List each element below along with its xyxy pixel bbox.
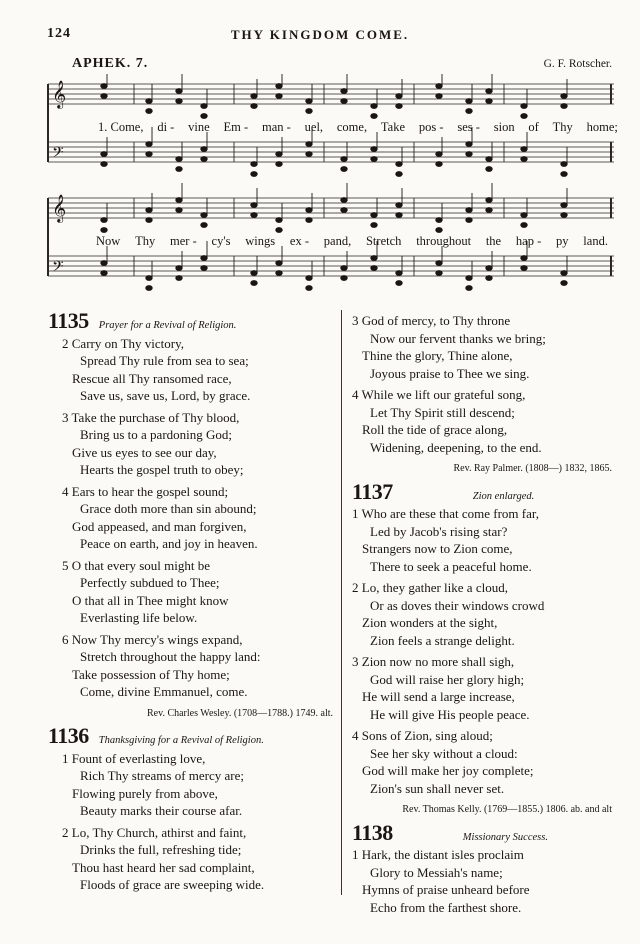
note-head [276, 162, 282, 167]
verse-line: 3 Take the purchase of Thy blood, [62, 409, 240, 425]
note-head [436, 152, 442, 157]
lyric-syllable: di - [157, 120, 175, 134]
right-column [352, 312, 612, 920]
page-number: 124 [47, 26, 71, 41]
verse-line: Stretch throughout the happy land: [80, 649, 261, 664]
note-head [176, 266, 182, 271]
stanza [352, 846, 612, 916]
note-head [251, 172, 257, 177]
note-head [201, 213, 207, 218]
hymn-1135-attribution: Rev. Charles Wesley. (1708—1788.) 1749. alt. [146, 707, 333, 719]
composer-credit: G. F. Rotscher. [543, 58, 612, 70]
note-head [176, 198, 182, 203]
lyric-syllable: Now [96, 234, 121, 248]
note-head [201, 256, 207, 261]
stanza [62, 409, 333, 479]
bass-clef-icon: 𝄢 [52, 258, 64, 279]
note-head [146, 152, 152, 157]
note-head [276, 218, 282, 223]
note-head [201, 114, 207, 119]
note-head [561, 172, 567, 177]
verse-line: Come, divine Emmanuel, come. [80, 684, 248, 699]
note-head [396, 203, 402, 208]
hymn-1135-header [48, 308, 333, 335]
note-head [561, 271, 567, 276]
stanza [352, 727, 612, 797]
hymn-1136-header [48, 723, 333, 750]
note-head [101, 152, 107, 157]
note-head [561, 281, 567, 286]
verse-line: Peace on earth, and joy in heaven. [80, 536, 258, 551]
note-head [466, 109, 472, 114]
hymn-title: Zion enlarged. [472, 490, 535, 502]
lyric-syllable: mer - [170, 234, 197, 248]
note-head [371, 104, 377, 109]
verse-line: Rescue all Thy ransomed race, [72, 370, 232, 386]
verse-line: Take possession of Thy home; [72, 666, 230, 682]
lyric-syllable: ses - [457, 120, 480, 134]
note-head [101, 94, 107, 99]
lyric-syllable: hap - [515, 234, 542, 248]
note-head [466, 218, 472, 223]
verse-line: Led by Jacob's rising star? [370, 523, 508, 539]
note-head [276, 271, 282, 276]
treble-clef-icon: 𝄞 [52, 194, 67, 222]
note-head [396, 281, 402, 286]
stanza [352, 653, 612, 723]
note-head [306, 276, 312, 281]
note-head [176, 167, 182, 172]
verse-line: Drinks the full, refreshing tide; [80, 842, 242, 857]
note-head [371, 147, 377, 152]
verse-line: Hymns of praise unheard before [362, 882, 530, 897]
hymn-1138-header [352, 819, 612, 847]
tune-name: APHEK. 7. [72, 56, 149, 71]
verse-line: 4 While we lift our grateful song, [352, 387, 526, 402]
note-head [101, 271, 107, 276]
verse-line: 4 Sons of Zion, sing aloud; [352, 728, 493, 743]
note-head [396, 172, 402, 177]
lyric-syllable: cy's [211, 234, 231, 248]
note-head [486, 89, 492, 94]
verse-line: Give us eyes to see our day, [72, 444, 217, 460]
stanza [352, 505, 612, 575]
note-head [146, 99, 152, 104]
verse-line: Perfectly subdued to Thee; [80, 575, 220, 590]
note-head [341, 157, 347, 162]
verse-line: Everlasting life below. [80, 610, 198, 625]
note-head [486, 208, 492, 213]
verse-line: 6 Now Thy mercy's wings expand, [62, 631, 243, 647]
stanza [62, 631, 333, 701]
verse-line: 3 Zion now no more shall sigh, [352, 654, 515, 669]
note-head [176, 276, 182, 281]
verse-line: 1 Fount of everlasting love, [62, 750, 206, 766]
note-head [371, 223, 377, 228]
note-head [306, 152, 312, 157]
verse-line: Zion's sun shall never set. [370, 780, 505, 796]
lyric-syllable: land. [583, 234, 608, 248]
hymn-number: 1136 [48, 723, 89, 748]
verse-line: God will make her joy complete; [362, 763, 534, 778]
note-head [176, 208, 182, 213]
stanza [62, 483, 333, 553]
verse-line: Flowing purely from above, [72, 785, 218, 801]
verse-line: Glory to Messiah's name; [370, 864, 503, 880]
stanza [62, 824, 333, 894]
verse-line: God will raise her glory high; [370, 671, 525, 687]
verse-line: Rich Thy streams of mercy are; [80, 768, 245, 783]
note-head [201, 157, 207, 162]
verse-line: Zion feels a strange delight. [370, 632, 515, 648]
verse-line: Grace doth more than sin abound; [80, 501, 257, 516]
note-head [201, 223, 207, 228]
note-head [341, 99, 347, 104]
verse-line: Joyous praise to Thee we sing. [370, 365, 530, 381]
note-head [341, 266, 347, 271]
lyric-syllable: 1. Come, [98, 120, 144, 134]
note-head [341, 208, 347, 213]
running-title: THY KINGDOM COME. [230, 27, 410, 42]
note-head [521, 213, 527, 218]
lyric-syllable: Thy [552, 120, 573, 134]
note-head [521, 147, 527, 152]
lyric-syllable: Stretch [365, 234, 402, 248]
verse-line: Beauty marks their course afar. [80, 803, 243, 818]
stanza [352, 386, 612, 456]
hymn-1136-continued [352, 312, 612, 456]
note-head [146, 218, 152, 223]
note-head [396, 271, 402, 276]
note-head [436, 271, 442, 276]
note-head [466, 286, 472, 291]
music-score [44, 74, 619, 296]
verse-line: Zion wonders at the sight, [362, 615, 498, 630]
hymn-1136-attribution: Rev. Ray Palmer. (1808—) 1832, 1865. [453, 463, 612, 474]
bass-clef-icon: 𝄢 [52, 144, 64, 165]
note-head [101, 228, 107, 233]
hymn-1137-header [352, 478, 612, 506]
verse-line: 2 Carry on Thy victory, [62, 335, 185, 351]
hymn-number: 1135 [48, 308, 89, 333]
note-head [486, 198, 492, 203]
note-head [341, 276, 347, 281]
verse-line: O that all in Thee might know [72, 592, 229, 608]
note-head [486, 157, 492, 162]
note-head [176, 157, 182, 162]
note-head [276, 94, 282, 99]
note-head [146, 208, 152, 213]
left-column [48, 308, 333, 898]
note-head [436, 162, 442, 167]
stanza [62, 335, 333, 405]
note-head [251, 94, 257, 99]
note-head [251, 104, 257, 109]
note-head [561, 162, 567, 167]
verse-line: 2 Lo, they gather like a cloud, [352, 580, 508, 595]
verse-line: Echo from the farthest shore. [370, 899, 522, 915]
verse-line: Widening, deepening, to the end. [370, 439, 542, 455]
lyric-syllable: home; [586, 120, 618, 134]
note-head [371, 213, 377, 218]
note-head [101, 162, 107, 167]
note-head [371, 256, 377, 261]
hymn-1136-stanzas [62, 750, 333, 894]
note-head [251, 162, 257, 167]
verse-line: He will give His people peace. [370, 706, 530, 722]
note-head [146, 276, 152, 281]
verse-line: 2 Lo, Thy Church, athirst and faint, [62, 824, 247, 840]
verse-line: 3 God of mercy, to Thy throne [352, 313, 511, 328]
lyric-syllable: Take [380, 120, 406, 134]
verse-line: Let Thy Spirit still descend; [370, 404, 515, 420]
column-divider [341, 310, 342, 895]
lyric-syllable: the [485, 234, 502, 248]
verse-line: 1 Who are these that come from far, [352, 506, 539, 521]
lyric-syllable: sion [493, 120, 515, 134]
lyric-syllable: throughout [416, 234, 472, 248]
note-head [306, 142, 312, 147]
note-head [466, 276, 472, 281]
hymn-title: Thanksgiving for a Revival of Religion. [98, 735, 264, 746]
lyric-syllable: Thy [135, 234, 156, 248]
note-head [486, 266, 492, 271]
hymn-1137-attribution: Rev. Thomas Kelly. (1769—1855.) 1806. ab. and alt [402, 804, 612, 815]
note-head [371, 114, 377, 119]
lyrics-line-2 [96, 234, 608, 249]
note-head [201, 104, 207, 109]
note-head [371, 157, 377, 162]
note-head [341, 89, 347, 94]
note-head [251, 271, 257, 276]
note-head [201, 147, 207, 152]
note-head [521, 223, 527, 228]
verse-line: He will send a large increase, [362, 689, 515, 704]
hymn-1137-stanzas [352, 505, 612, 797]
note-head [176, 99, 182, 104]
stanza [352, 312, 612, 382]
note-head [466, 99, 472, 104]
note-head [486, 99, 492, 104]
treble-clef-icon: 𝄞 [52, 80, 67, 108]
verse-line: Floods of grace are sweeping wide. [80, 877, 265, 892]
lyric-syllable: man - [262, 120, 291, 134]
verse-line: Thine the glory, Thine alone, [362, 348, 513, 363]
note-head [396, 213, 402, 218]
note-head [146, 109, 152, 114]
note-head [146, 286, 152, 291]
note-head [251, 281, 257, 286]
note-head [561, 104, 567, 109]
note-head [466, 152, 472, 157]
note-head [276, 84, 282, 89]
note-head [101, 218, 107, 223]
note-head [486, 276, 492, 281]
verse-line: 5 O that every soul might be [62, 557, 211, 573]
note-head [201, 266, 207, 271]
note-head [176, 89, 182, 94]
note-head [521, 266, 527, 271]
note-head [341, 198, 347, 203]
lyric-syllable: ex - [289, 234, 309, 248]
lyric-syllable: of [528, 120, 539, 134]
verse-line: See her sky without a cloud: [370, 745, 518, 761]
verse-line: 4 Ears to hear the gospel sound; [62, 483, 229, 499]
note-head [306, 99, 312, 104]
note-head [521, 157, 527, 162]
note-head [306, 208, 312, 213]
note-head [521, 256, 527, 261]
verse-line: God appeased, and man forgiven, [72, 518, 247, 534]
note-head [276, 228, 282, 233]
note-head [101, 84, 107, 89]
verse-line: Bring us to a pardoning God; [80, 427, 233, 442]
note-head [436, 261, 442, 266]
note-head [436, 94, 442, 99]
verse-line: Now our fervent thanks we bring; [370, 330, 546, 346]
note-head [561, 203, 567, 208]
stanza [62, 557, 333, 627]
verse-line: Strangers now to Zion come, [362, 541, 513, 556]
note-head [396, 104, 402, 109]
hymn-title: Prayer for a Revival of Religion. [98, 320, 237, 331]
hymn-number: 1137 [352, 478, 393, 504]
note-head [436, 218, 442, 223]
verse-line: 1 Hark, the distant isles proclaim [352, 847, 524, 862]
note-head [521, 114, 527, 119]
lyric-syllable: Em - [223, 120, 249, 134]
note-head [341, 167, 347, 172]
note-head [561, 94, 567, 99]
verse-line: Roll the tide of grace along, [362, 422, 508, 437]
stanza [352, 579, 612, 649]
lyric-syllable: uel, [304, 120, 324, 134]
note-head [486, 167, 492, 172]
hymn-1135-stanzas [62, 335, 333, 701]
note-head [306, 286, 312, 291]
hymn-title: Missionary Success. [462, 831, 548, 843]
note-head [276, 152, 282, 157]
note-head [306, 109, 312, 114]
note-head [396, 94, 402, 99]
note-head [436, 84, 442, 89]
stanza [62, 750, 333, 820]
lyric-syllable: come, [336, 120, 368, 134]
note-head [146, 142, 152, 147]
verse-line: Spread Thy rule from sea to sea; [80, 353, 249, 368]
lyric-syllable: vine [188, 120, 210, 134]
note-head [561, 213, 567, 218]
lyric-syllable: wings [245, 234, 276, 248]
note-head [466, 208, 472, 213]
lyric-syllable: pos - [418, 120, 444, 134]
verse-line: Or as doves their windows crowd [370, 597, 545, 613]
note-head [101, 261, 107, 266]
verse-line: Save us, save us, Lord, by grace. [80, 388, 251, 403]
lyric-syllable: pand, [323, 234, 352, 248]
note-head [276, 261, 282, 266]
note-head [371, 266, 377, 271]
verse-line: Hearts the gospel truth to obey; [80, 462, 244, 477]
note-head [436, 228, 442, 233]
note-head [251, 203, 257, 208]
note-head [306, 218, 312, 223]
note-head [466, 142, 472, 147]
hymn-1138-stanzas [352, 846, 612, 916]
note-head [251, 213, 257, 218]
note-head [396, 162, 402, 167]
hymn-number: 1138 [352, 819, 393, 845]
lyric-syllable: py [556, 234, 569, 248]
verse-line: Thou hast heard her sad complaint, [72, 859, 255, 875]
verse-line: There to seek a peaceful home. [370, 558, 532, 574]
lyrics-line-1 [98, 120, 618, 135]
note-head [521, 104, 527, 109]
